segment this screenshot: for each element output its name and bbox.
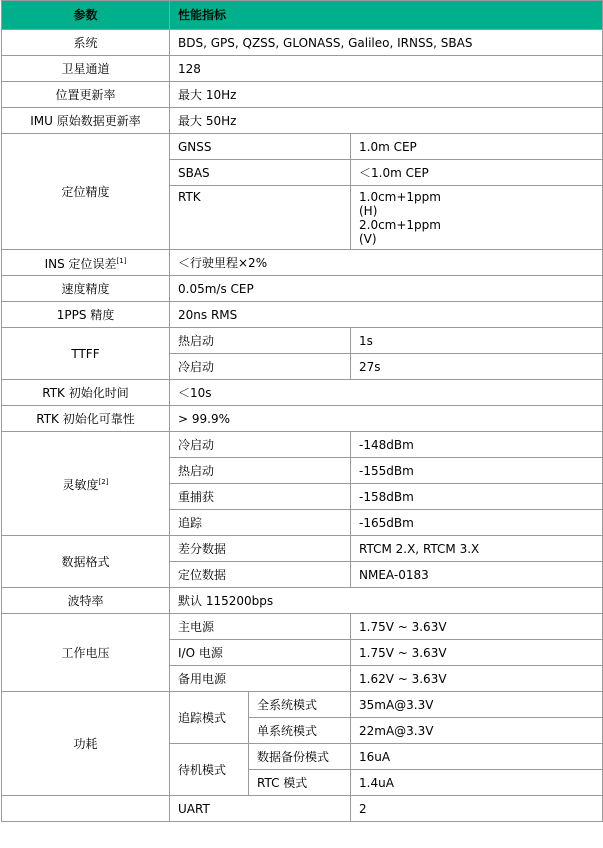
row-param: 速度精度 [2,276,170,302]
sub-value: 1.0m CEP [351,134,603,160]
sub-value: NMEA-0183 [351,562,603,588]
sub-value: 2 [351,796,603,822]
table-row [2,536,603,562]
table-row [2,108,603,134]
sub-value: -158dBm [351,484,603,510]
rtk-accuracy-line: 2.0cm+1ppm [359,218,441,232]
row-param: IMU 原始数据更新率 [2,108,170,134]
row-param: TTFF [2,328,170,380]
table-row [2,380,603,406]
row-value: 最大 50Hz [170,108,603,134]
sub-label: GNSS [170,134,351,160]
sub-label: 数据备份模式 [249,744,351,770]
row-param: 卫星通道 [2,56,170,82]
table-row [2,796,603,822]
sub-value: 16uA [351,744,603,770]
sub-value-multiline [351,186,603,250]
row-param: 工作电压 [2,614,170,692]
sub-value: 1.62V ~ 3.63V [351,666,603,692]
row-value: BDS, GPS, QZSS, GLONASS, Galileo, IRNSS, SBAS [170,30,603,56]
sub-value: -148dBm [351,432,603,458]
sub-value: -155dBm [351,458,603,484]
sub-label: 热启动 [170,328,351,354]
row-value: ＜行驶里程×2% [170,250,603,276]
sub-label: UART [170,796,351,822]
row-value: 最大 10Hz [170,82,603,108]
sub-label: 全系统模式 [249,692,351,718]
row-value: > 99.9% [170,406,603,432]
sub-label: 热启动 [170,458,351,484]
table-row [2,614,603,640]
row-param: 1PPS 精度 [2,302,170,328]
sub-label: 冷启动 [170,354,351,380]
sub-value: 27s [351,354,603,380]
sub-label: RTK [170,186,351,250]
sub-value: 35mA@3.3V [351,692,603,718]
spec-table [1,0,603,822]
rtk-accuracy-line: (H) [359,204,378,218]
sub-label: RTC 模式 [249,770,351,796]
row-param: RTK 初始化时间 [2,380,170,406]
sub-group-label: 追踪模式 [170,692,249,744]
row-param: 位置更新率 [2,82,170,108]
sub-value: RTCM 2.X, RTCM 3.X [351,536,603,562]
sub-label: 备用电源 [170,666,351,692]
row-param [2,250,170,276]
rtk-accuracy-line: (V) [359,232,377,246]
sub-label: 追踪 [170,510,351,536]
table-row [2,328,603,354]
row-value: 128 [170,56,603,82]
row-value: ＜10s [170,380,603,406]
row-value: 20ns RMS [170,302,603,328]
table-row [2,588,603,614]
sub-value: 1.75V ~ 3.63V [351,640,603,666]
sub-label: 冷启动 [170,432,351,458]
sub-value: 1.75V ~ 3.63V [351,614,603,640]
table-row [2,432,603,458]
param-text: INS 定位误差 [44,257,117,271]
row-param: 波特率 [2,588,170,614]
sub-label: I/O 电源 [170,640,351,666]
row-param [2,432,170,536]
row-param: 数据格式 [2,536,170,588]
row-param: 系统 [2,30,170,56]
row-param: 定位精度 [2,134,170,250]
sub-value: -165dBm [351,510,603,536]
row-value: 默认 115200bps [170,588,603,614]
table-row [2,82,603,108]
footnote-ref: [2] [98,478,109,486]
header-spec: 性能指标 [170,1,603,30]
table-row [2,56,603,82]
row-param [2,796,170,822]
sub-value: 1s [351,328,603,354]
table-row [2,692,603,718]
sub-label: 单系统模式 [249,718,351,744]
sub-label: SBAS [170,160,351,186]
table-row [2,250,603,276]
row-value: 0.05m/s CEP [170,276,603,302]
param-text: 灵敏度 [62,478,99,492]
table-row [2,276,603,302]
sub-value: 1.4uA [351,770,603,796]
table-row [2,134,603,160]
sub-label: 主电源 [170,614,351,640]
rtk-accuracy-line: 1.0cm+1ppm [359,190,441,204]
row-param: 功耗 [2,692,170,796]
table-row [2,302,603,328]
sub-value: ＜1.0m CEP [351,160,603,186]
footnote-ref: [1] [116,257,127,265]
sub-value: 22mA@3.3V [351,718,603,744]
sub-label: 重捕获 [170,484,351,510]
sub-label: 差分数据 [170,536,351,562]
table-header-row [2,1,603,30]
table-row [2,30,603,56]
row-param: RTK 初始化可靠性 [2,406,170,432]
table-row [2,406,603,432]
sub-label: 定位数据 [170,562,351,588]
sub-group-label: 待机模式 [170,744,249,796]
header-param: 参数 [2,1,170,30]
